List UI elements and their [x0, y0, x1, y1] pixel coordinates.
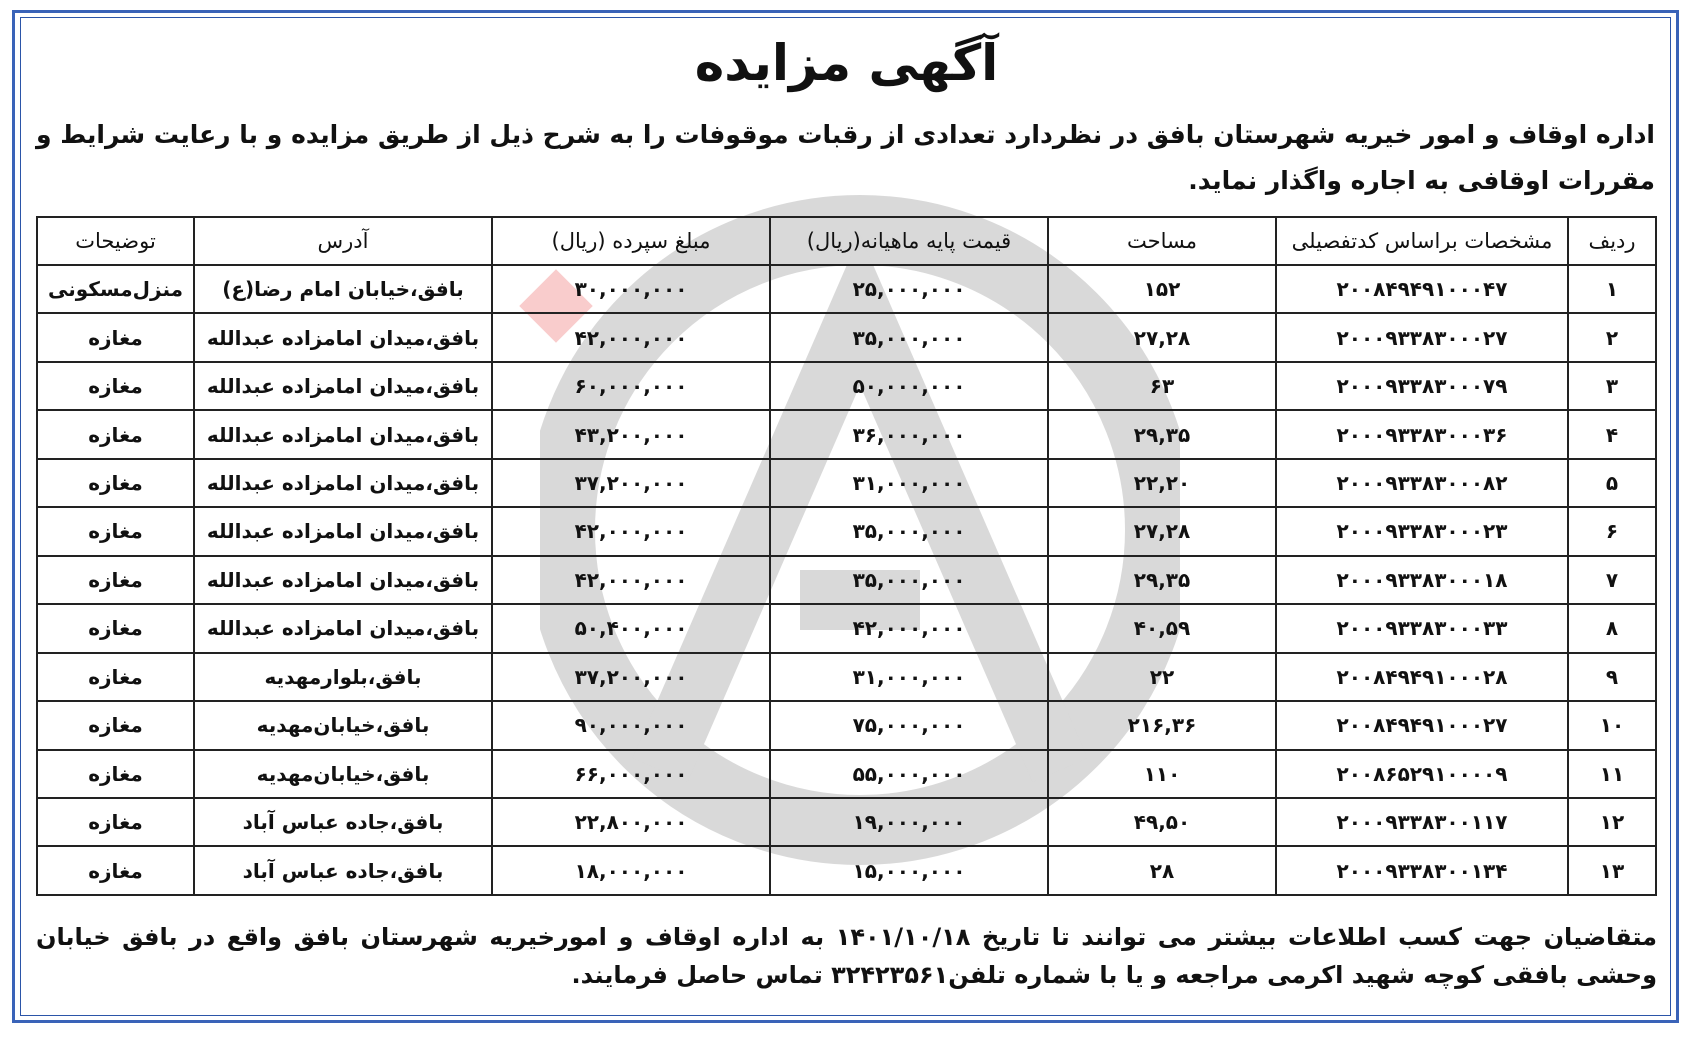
cell-row-number: ۱ [1568, 265, 1656, 313]
cell-base-price: ۱۵,۰۰۰,۰۰۰ [770, 846, 1048, 895]
cell-code: ۲۰۰۰۹۳۳۸۳۰۰۰۸۲ [1276, 459, 1568, 507]
cell-notes: مغازه [37, 410, 194, 458]
cell-notes: مغازه [37, 459, 194, 507]
table-row [37, 459, 1656, 507]
cell-deposit: ۴۲,۰۰۰,۰۰۰ [492, 556, 770, 604]
cell-row-number: ۴ [1568, 410, 1656, 458]
cell-base-price: ۳۵,۰۰۰,۰۰۰ [770, 556, 1048, 604]
table-row [37, 265, 1656, 313]
cell-notes: مغازه [37, 604, 194, 652]
cell-base-price: ۳۶,۰۰۰,۰۰۰ [770, 410, 1048, 458]
cell-code: ۲۰۰۸۴۹۴۹۱۰۰۰۲۷ [1276, 701, 1568, 749]
cell-notes: مغازه [37, 846, 194, 895]
cell-code: ۲۰۰۰۹۳۳۸۳۰۰۰۲۳ [1276, 507, 1568, 555]
cell-address: بافق،جاده عباس آباد [194, 798, 492, 846]
cell-base-price: ۳۵,۰۰۰,۰۰۰ [770, 507, 1048, 555]
cell-row-number: ۵ [1568, 459, 1656, 507]
table-row [37, 604, 1656, 652]
cell-base-price: ۷۵,۰۰۰,۰۰۰ [770, 701, 1048, 749]
cell-area: ۴۹,۵۰ [1048, 798, 1276, 846]
cell-notes: مغازه [37, 313, 194, 361]
cell-address: بافق،میدان امامزاده عبدالله [194, 604, 492, 652]
cell-row-number: ۹ [1568, 653, 1656, 701]
cell-deposit: ۳۷,۲۰۰,۰۰۰ [492, 459, 770, 507]
cell-deposit: ۴۲,۰۰۰,۰۰۰ [492, 313, 770, 361]
cell-row-number: ۳ [1568, 362, 1656, 410]
cell-area: ۲۷,۲۸ [1048, 313, 1276, 361]
cell-deposit: ۳۷,۲۰۰,۰۰۰ [492, 653, 770, 701]
cell-address: بافق،بلوارمهدیه [194, 653, 492, 701]
table-header-row [37, 217, 1656, 265]
cell-notes: مغازه [37, 556, 194, 604]
cell-notes: مغازه [37, 653, 194, 701]
cell-row-number: ۱۱ [1568, 750, 1656, 798]
cell-row-number: ۲ [1568, 313, 1656, 361]
table-row [37, 507, 1656, 555]
cell-address: بافق،خیابان‌مهدیه [194, 701, 492, 749]
header-code: مشخصات براساس کدتفصیلی [1276, 217, 1568, 265]
cell-row-number: ۶ [1568, 507, 1656, 555]
auction-table [36, 216, 1657, 896]
cell-code: ۲۰۰۰۹۳۳۸۳۰۰۱۳۴ [1276, 846, 1568, 895]
cell-address: بافق،میدان امامزاده عبدالله [194, 459, 492, 507]
cell-code: ۲۰۰۰۹۳۳۸۳۰۰۰۳۳ [1276, 604, 1568, 652]
table-row [37, 410, 1656, 458]
cell-address: بافق،میدان امامزاده عبدالله [194, 507, 492, 555]
cell-deposit: ۹۰,۰۰۰,۰۰۰ [492, 701, 770, 749]
cell-code: ۲۰۰۰۹۳۳۸۳۰۰۰۱۸ [1276, 556, 1568, 604]
cell-notes: مغازه [37, 507, 194, 555]
table-row [37, 556, 1656, 604]
cell-deposit: ۴۳,۲۰۰,۰۰۰ [492, 410, 770, 458]
cell-row-number: ۱۲ [1568, 798, 1656, 846]
cell-area: ۱۱۰ [1048, 750, 1276, 798]
cell-address: بافق،میدان امامزاده عبدالله [194, 362, 492, 410]
cell-deposit: ۲۲,۸۰۰,۰۰۰ [492, 798, 770, 846]
cell-area: ۲۲,۲۰ [1048, 459, 1276, 507]
header-area: مساحت [1048, 217, 1276, 265]
cell-base-price: ۴۲,۰۰۰,۰۰۰ [770, 604, 1048, 652]
cell-row-number: ۸ [1568, 604, 1656, 652]
cell-area: ۲۹,۳۵ [1048, 556, 1276, 604]
page-title: آگهی مزایده [694, 34, 999, 92]
cell-base-price: ۳۱,۰۰۰,۰۰۰ [770, 459, 1048, 507]
table-row [37, 750, 1656, 798]
cell-area: ۲۷,۲۸ [1048, 507, 1276, 555]
cell-notes: مغازه [37, 362, 194, 410]
cell-address: بافق،جاده عباس آباد [194, 846, 492, 895]
cell-base-price: ۳۵,۰۰۰,۰۰۰ [770, 313, 1048, 361]
cell-notes: مغازه [37, 798, 194, 846]
cell-notes: منزل‌مسکونی [37, 265, 194, 313]
cell-address: بافق،میدان امامزاده عبدالله [194, 410, 492, 458]
cell-base-price: ۲۵,۰۰۰,۰۰۰ [770, 265, 1048, 313]
table-row [37, 653, 1656, 701]
cell-area: ۲۲ [1048, 653, 1276, 701]
cell-address: بافق،میدان امامزاده عبدالله [194, 556, 492, 604]
cell-row-number: ۱۳ [1568, 846, 1656, 895]
cell-area: ۶۳ [1048, 362, 1276, 410]
cell-code: ۲۰۰۸۴۹۴۹۱۰۰۰۲۸ [1276, 653, 1568, 701]
cell-code: ۲۰۰۰۹۳۳۸۳۰۰۰۷۹ [1276, 362, 1568, 410]
cell-deposit: ۳۰,۰۰۰,۰۰۰ [492, 265, 770, 313]
cell-area: ۱۵۲ [1048, 265, 1276, 313]
table-row [37, 313, 1656, 361]
table-row [37, 362, 1656, 410]
cell-deposit: ۱۸,۰۰۰,۰۰۰ [492, 846, 770, 895]
cell-deposit: ۴۲,۰۰۰,۰۰۰ [492, 507, 770, 555]
cell-deposit: ۵۰,۴۰۰,۰۰۰ [492, 604, 770, 652]
cell-row-number: ۷ [1568, 556, 1656, 604]
cell-address: بافق،خیابان‌مهدیه [194, 750, 492, 798]
cell-notes: مغازه [37, 701, 194, 749]
intro-paragraph: اداره اوقاف و امور خیریه شهرستان بافق در نظردارد تعدادی از رقبات موقوفات را به شرح ذیل از طریق مزایده و با رعایت شرایط و مقررات اوقافی به اجاره واگذار نماید. [36, 120, 1655, 195]
cell-area: ۴۰,۵۹ [1048, 604, 1276, 652]
cell-code: ۲۰۰۰۹۳۳۸۳۰۰۰۳۶ [1276, 410, 1568, 458]
cell-address: بافق،خیابان امام رضا(ع) [194, 265, 492, 313]
table-row [37, 701, 1656, 749]
cell-deposit: ۶۰,۰۰۰,۰۰۰ [492, 362, 770, 410]
cell-notes: مغازه [37, 750, 194, 798]
header-row-number: ردیف [1568, 217, 1656, 265]
cell-base-price: ۵۰,۰۰۰,۰۰۰ [770, 362, 1048, 410]
cell-area: ۲۱۶,۳۶ [1048, 701, 1276, 749]
cell-code: ۲۰۰۰۹۳۳۸۳۰۰۰۲۷ [1276, 313, 1568, 361]
header-notes: توضیحات [37, 217, 194, 265]
cell-base-price: ۵۵,۰۰۰,۰۰۰ [770, 750, 1048, 798]
cell-base-price: ۱۹,۰۰۰,۰۰۰ [770, 798, 1048, 846]
table-row [37, 798, 1656, 846]
header-base-price: قیمت پایه ماهیانه(ریال) [770, 217, 1048, 265]
cell-base-price: ۳۱,۰۰۰,۰۰۰ [770, 653, 1048, 701]
cell-row-number: ۱۰ [1568, 701, 1656, 749]
cell-code: ۲۰۰۰۹۳۳۸۳۰۰۱۱۷ [1276, 798, 1568, 846]
header-address: آدرس [194, 217, 492, 265]
cell-area: ۲۸ [1048, 846, 1276, 895]
footer-paragraph: متقاضیان جهت کسب اطلاعات بیشتر می توانند تا تاریخ ۱۴۰۱/۱۰/۱۸ به اداره اوقاف و امورخیریه شهرستان بافق واقع در بافق خیابان وحشی بافقی کوچه شهید اکرمی مراجعه و یا با شماره تلفن۳۲۴۲۳۵۶۱ تماس حاصل فرمایند. [36, 923, 1657, 989]
cell-address: بافق،میدان امامزاده عبدالله [194, 313, 492, 361]
cell-deposit: ۶۶,۰۰۰,۰۰۰ [492, 750, 770, 798]
table-row [37, 846, 1656, 895]
cell-code: ۲۰۰۸۶۵۲۹۱۰۰۰۰۹ [1276, 750, 1568, 798]
header-deposit: مبلغ سپرده (ریال) [492, 217, 770, 265]
cell-area: ۲۹,۳۵ [1048, 410, 1276, 458]
cell-code: ۲۰۰۸۴۹۴۹۱۰۰۰۴۷ [1276, 265, 1568, 313]
